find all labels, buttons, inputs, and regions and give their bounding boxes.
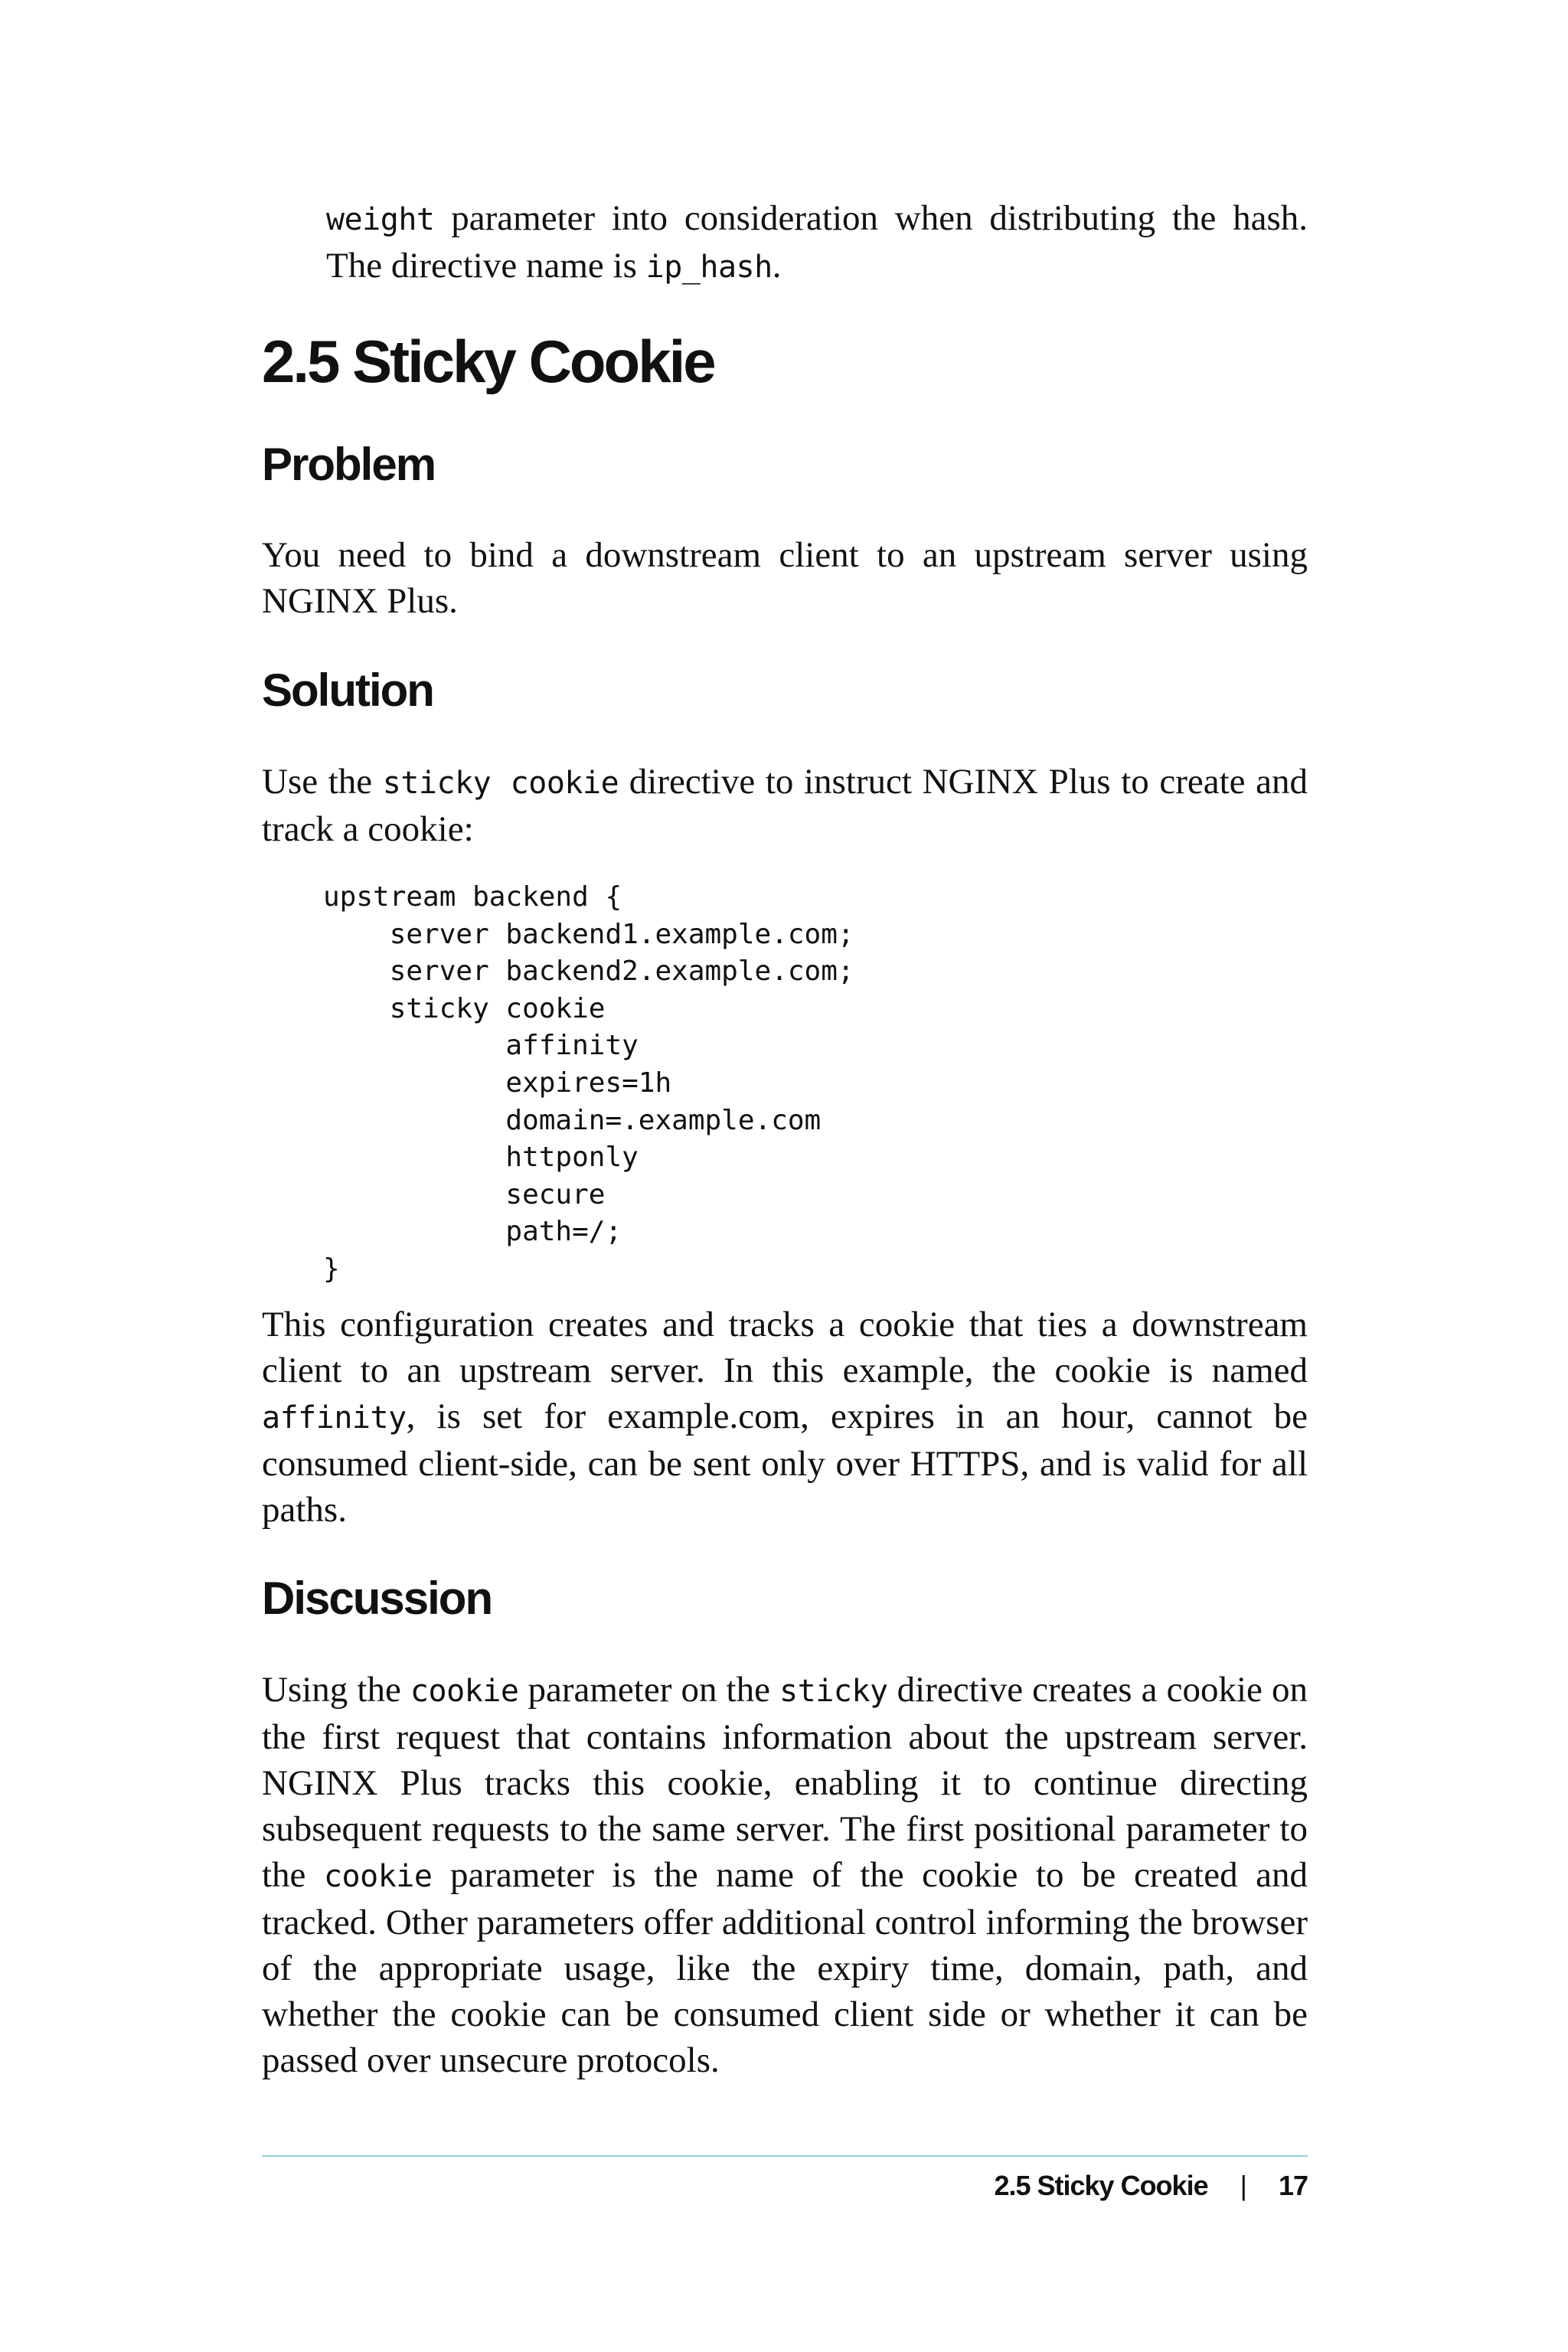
book-page (262, 0, 1308, 2352)
section-title: 2.5 Sticky Cookie (262, 328, 714, 395)
code-ip-hash: ip_hash (645, 250, 773, 285)
footer-separator: | (1240, 2170, 1246, 2201)
running-footer (994, 2167, 1308, 2205)
problem-paragraph: You need to bind a downstream client to an upstream server using NGINX Plus. (262, 535, 1308, 621)
footer-section-title: 2.5 Sticky Cookie (994, 2170, 1208, 2201)
solution-explain-text-2: , is set for example.com, expires in an hour, cannot be consumed client-side, can be sent only over HTTPS, and is valid for all paths. (262, 1396, 1308, 1530)
code-sticky-cookie: sticky cookie (382, 766, 619, 801)
discussion-text-2: parameter on the (518, 1670, 780, 1710)
solution-intro-paragraph (262, 759, 1308, 852)
code-block: upstream backend { server backend1.example.com; server backend2.example.com; sticky cookie affinity expires=1h domain=.example.com httponly secure path=/; } (323, 881, 854, 1285)
code-weight: weight (326, 202, 435, 237)
solution-intro-text-2: directive to instruct NGINX Plus to create and track a cookie: (262, 762, 1308, 849)
continuation-text-2: . (772, 246, 782, 286)
discussion-paragraph (262, 1667, 1308, 2083)
problem-heading: Problem (262, 439, 436, 490)
code-sticky: sticky (779, 1674, 888, 1709)
solution-explanation-paragraph (262, 1302, 1308, 1533)
solution-intro-text-1: Use the (262, 762, 383, 802)
code-cookie-2: cookie (323, 1859, 433, 1894)
discussion-heading: Discussion (262, 1573, 492, 1624)
code-affinity: affinity (262, 1400, 407, 1436)
continuation-text-1: parameter into consideration when distributing the hash. The directive name is (326, 198, 1308, 286)
discussion-text-3: directive creates a cookie on the first request that contains information about the upstream server. NGINX Plus tracks this cookie, enabling it to continue directing subsequent requests to the same server. The first positional parameter to the (262, 1670, 1308, 1895)
solution-heading: Solution (262, 665, 433, 716)
discussion-text-4: parameter is the name of the cookie to be created and tracked. Other parameters offer additional control informing the browser of the appropriate usage, like the expiry time, domain, path, and whether the cookie can be consumed client side or whether it can be passed over unsecure protocols. (262, 1855, 1308, 2080)
continuation-paragraph (326, 195, 1308, 290)
page-number: 17 (1278, 2170, 1308, 2201)
solution-explain-text-1: This configuration creates and tracks a cookie that ties a downstream client to an upstream server. In this example, the cookie is named (262, 1305, 1308, 1390)
discussion-text-1: Using the (262, 1670, 410, 1710)
footer-divider (262, 2155, 1308, 2157)
code-cookie-1: cookie (410, 1674, 519, 1709)
